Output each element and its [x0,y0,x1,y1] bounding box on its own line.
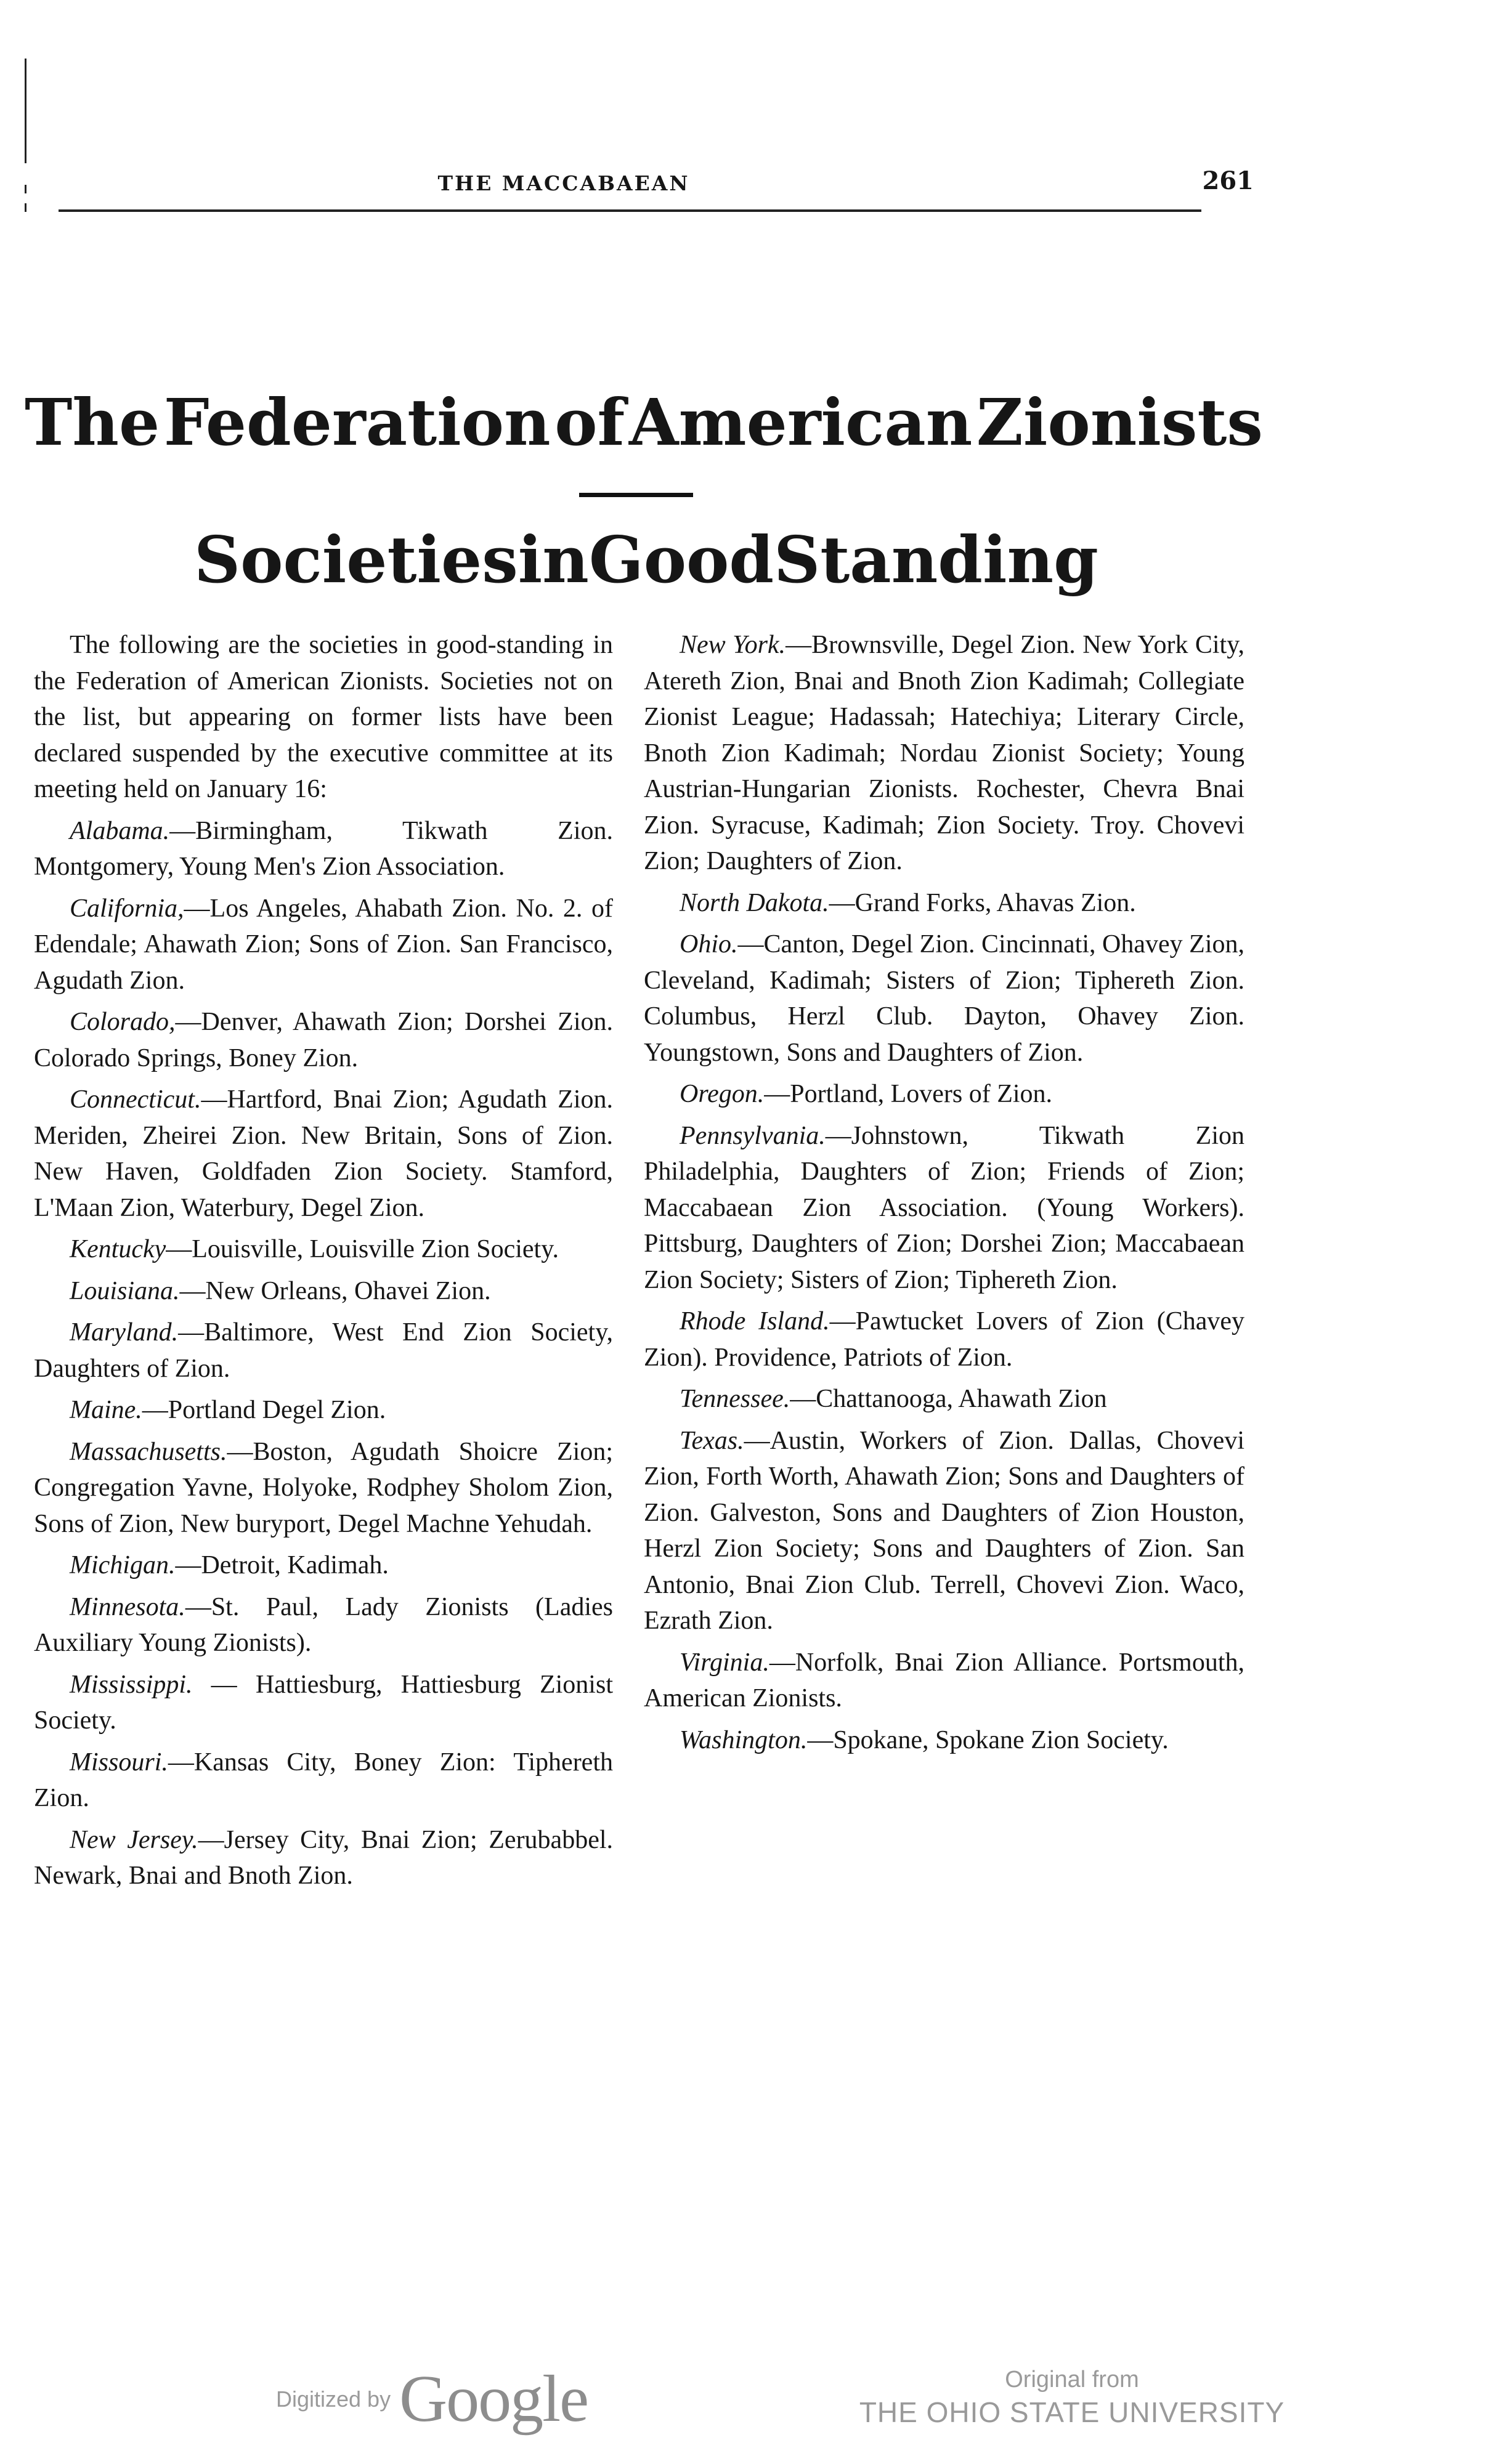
society-list: —Boston, Agudath Shoicre Zion; Congregation Yavne, Holyoke, Rodphey Sholom Zion, Sons of Zion, New buryport, Degel Machne Yehudah. [34,1437,613,1538]
society-list: —Canton, Degel Zion. Cincinnati, Ohavey Zion, Cleveland, Kadimah; Sisters of Zion; Tiphereth Zion. Columbus, Herzl Club. Dayton, Ohavey Zion. Youngstown, Sons and Daughters of Zion. [644,930,1244,1067]
state-entry [34,1589,613,1661]
header-rule [59,209,1201,212]
state-name: Oregon. [680,1080,765,1108]
society-list: — Hattiesburg, Hattiesburg Zionist Society. [34,1670,613,1735]
digitized-by-label: Digitized by [276,2386,391,2412]
state-entry [34,1392,613,1429]
state-entry [34,1822,613,1894]
state-name: Virginia. [680,1648,769,1677]
state-entry [644,1645,1244,1717]
state-entry [34,1547,613,1584]
page-number: 261 [1202,166,1254,195]
state-name: Pennsylvania. [680,1121,826,1150]
state-name: Texas. [680,1426,744,1455]
state-entry [644,1381,1244,1417]
society-list: —Louisville, Louisville Zion Society. [166,1235,559,1263]
scan-margin-mark [25,59,26,163]
state-entry [644,627,1244,880]
google-logo: Google [399,2362,588,2436]
state-entry [34,1273,613,1310]
running-head [59,160,1254,216]
state-entry [34,1315,613,1387]
state-entry [34,1434,613,1542]
state-name: Maryland. [70,1318,179,1347]
society-list: —Birmingham, Tikwath Zion. Montgomery, Young Men's Zion Association. [34,816,613,881]
society-list: —Brownsville, Degel Zion. New York City, Atereth Zion, Bnai and Bnoth Zion Kadimah; Collegiate Zionist League; Hadassah; Hatechiya; Literary Circle, Bnoth Zion Kadimah; Nordau Zionist Society; Young Austrian-Hungarian Zionists. Rochester, Chevra Bnai Zion. Syracuse, Kadimah; Zion Society. Troy. Chovevi Zion; Daughters of Zion. [644,631,1244,875]
title-word: Zionists [976,384,1263,460]
subtitle-word: Standing [774,521,1098,598]
digitized-by-watermark [276,2362,588,2436]
state-name: Mississippi. [70,1670,193,1699]
state-name: California, [70,894,184,923]
state-entry [644,885,1244,922]
state-name: Massachusetts. [70,1437,227,1466]
society-list: —Austin, Workers of Zion. Dallas, Chovevi Zion, Forth Worth, Ahawath Zion; Sons and Daughters of Zion. Galveston, Sons and Daughters of Zion Houston, Herzl Zion Society; Sons and Daughters of Zion. San Antonio, Bnai Zion Club. Terrell, Chovevi Zion. Waco, Ezrath Zion. [644,1426,1244,1635]
state-entry [644,1303,1244,1376]
state-entry [34,891,613,999]
society-list: —Portland, Lovers of Zion. [764,1080,1053,1108]
state-name: Michigan. [70,1551,176,1579]
state-name: Washington. [680,1725,808,1754]
source-watermark [832,2364,1312,2430]
state-entry [644,1722,1244,1759]
state-name: Tennessee. [680,1385,790,1413]
left-column [34,627,613,1900]
society-list: —Norfolk, Bnai Zion Alliance. Portsmouth, American Zionists. [644,1648,1244,1712]
original-from-label: Original from [1005,2367,1139,2393]
scan-margin-mark [25,185,26,193]
state-entry [644,1423,1244,1639]
society-list: —Johnstown, Tikwath Zion Philadelphia, Daughters of Zion; Friends of Zion; Maccabaean Zion Association. (Young Workers). Pittsburg, Daughters of Zion; Dorshei Zion; Maccabaean Zion Society; Sisters of Zion; Tiphereth Zion. [644,1121,1244,1294]
state-name: Missouri. [70,1748,168,1777]
article-subtitle [194,516,1098,602]
state-entry [34,1082,613,1226]
society-list: —Kansas City, Boney Zion: Tiphereth Zion. [34,1748,613,1812]
state-entry [34,813,613,885]
subtitle-word: Good [588,521,774,598]
state-entry [644,926,1244,1071]
institution-name: THE OHIO STATE UNIVERSITY [859,2396,1285,2428]
intro-paragraph: The following are the societies in good-standing in the Federation of American Zionists. Societies not on the list, but appearing on former lists have been declared suspended by the executive committee at its meeting held on January 16: [34,631,613,803]
state-name: Alabama. [70,816,170,845]
scan-margin-mark [25,203,26,212]
state-name: Maine. [70,1396,142,1424]
society-list: —New Orleans, Ohavei Zion. [179,1276,491,1305]
state-entry [34,1004,613,1076]
title-word: of [554,384,625,460]
state-name: Rhode Island. [680,1307,830,1335]
state-entry [34,1231,613,1268]
state-name: New Jersey. [70,1825,198,1854]
subtitle-word: Societies [194,521,518,598]
society-list: —Denver, Ahawath Zion; Dorshei Zion. Colorado Springs, Boney Zion. [34,1008,613,1072]
society-list: —Spokane, Spokane Zion Society. [807,1725,1169,1754]
state-entry [644,1076,1244,1112]
article-title [25,379,1263,465]
society-list: —Chattanooga, Ahawath Zion [790,1385,1107,1413]
title-word: American [628,384,973,460]
society-list: —Pawtucket Lovers of Zion (Chavey Zion). Providence, Patriots of Zion. [644,1307,1244,1372]
state-entry [34,1745,613,1817]
title-word: Federation [163,384,551,460]
society-list: —Hartford, Bnai Zion; Agudath Zion. Meriden, Zheirei Zion. New Britain, Sons of Zion. New Haven, Goldfaden Zion Society. Stamford, L'Maan Zion, Waterbury, Degel Zion. [34,1085,613,1222]
state-name: Connecticut. [70,1085,201,1114]
state-name: Minnesota. [70,1592,185,1621]
state-name: Louisiana. [70,1276,180,1305]
state-entry [34,1667,613,1739]
title-word: The [25,384,160,460]
state-name: Colorado, [70,1008,176,1036]
state-name: North Dakota. [680,888,829,917]
title-divider [579,493,693,497]
society-list: —Baltimore, West End Zion Society, Daughters of Zion. [34,1318,613,1383]
subtitle-word: in [518,521,589,598]
society-list: —Grand Forks, Ahavas Zion. [829,888,1136,917]
journal-name: THE MACCABAEAN [437,171,690,195]
society-list: —Los Angeles, Ahabath Zion. No. 2. of Edendale; Ahawath Zion; Sons of Zion. San Francisco, Agudath Zion. [34,894,613,995]
society-list: —Jersey City, Bnai Zion; Zerubabbel. Newark, Bnai and Bnoth Zion. [34,1825,614,1890]
society-list: —St. Paul, Lady Zionists (Ladies Auxiliary Young Zionists). [34,1592,613,1657]
state-name: Ohio. [680,930,738,958]
state-name: Kentucky [70,1235,166,1263]
society-list: —Detroit, Kadimah. [175,1551,389,1579]
society-list: —Portland Degel Zion. [142,1396,386,1424]
right-column [644,627,1244,1764]
state-entry [644,1118,1244,1299]
state-name: New York. [680,631,786,659]
